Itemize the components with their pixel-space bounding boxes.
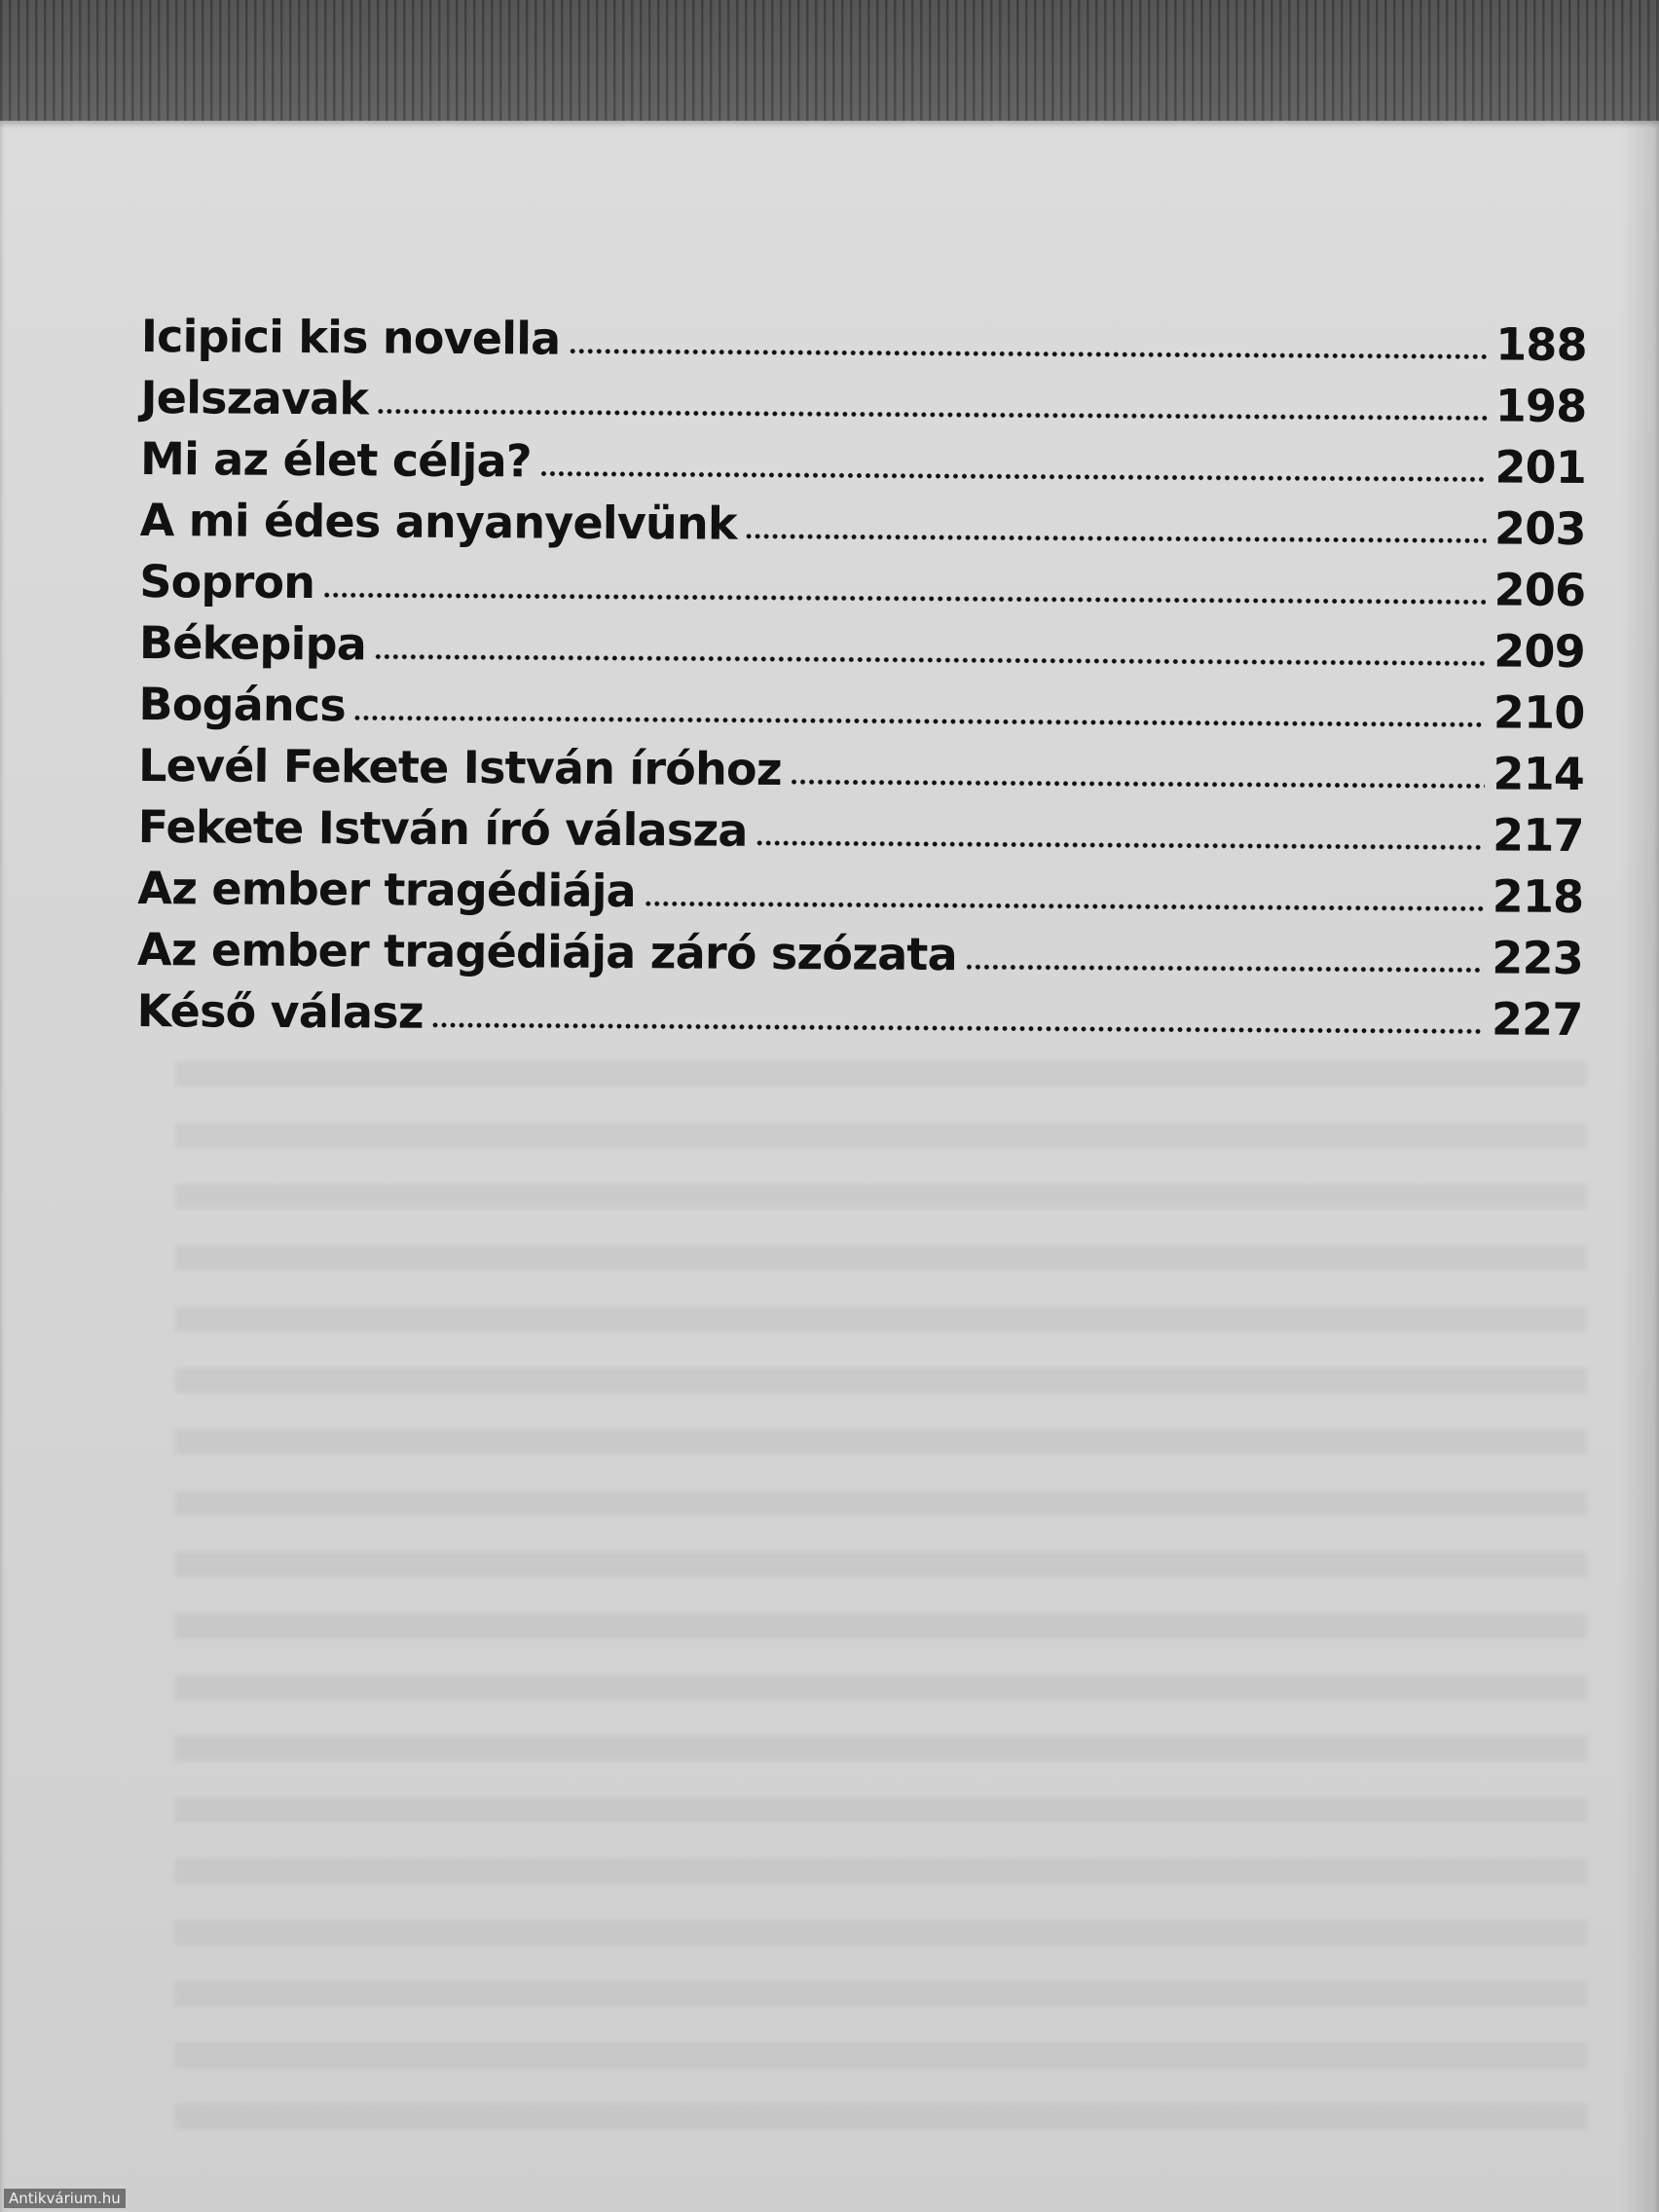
- toc-entry-title: Mi az élet célja?: [139, 431, 532, 488]
- dot-leader: [745, 534, 1487, 544]
- dot-leader: [790, 779, 1486, 789]
- dot-leader: [644, 901, 1485, 911]
- dot-leader: [965, 964, 1485, 973]
- toc-entry: [138, 678, 1584, 748]
- toc-entry: [139, 494, 1585, 564]
- toc-entry-page: 227: [1491, 992, 1583, 1047]
- toc-entry-page: 218: [1492, 869, 1584, 924]
- dot-leader: [568, 349, 1488, 360]
- toc-entry-page: 217: [1492, 808, 1584, 863]
- toc-entry-page: 214: [1493, 747, 1585, 801]
- dot-leader: [756, 840, 1486, 851]
- toc-entry-title: Bogáncs: [138, 677, 347, 732]
- dot-leader: [322, 592, 1486, 605]
- table-of-contents: [136, 310, 1587, 1054]
- toc-entry-title: Levél Fekete István íróhoz: [137, 738, 782, 796]
- toc-entry-page: 198: [1494, 379, 1587, 433]
- toc-entry: [140, 432, 1586, 502]
- toc-entry: [139, 616, 1585, 686]
- dot-leader: [539, 470, 1488, 482]
- dot-leader: [431, 1022, 1484, 1035]
- dot-leader: [353, 715, 1486, 727]
- toc-entry: [136, 984, 1582, 1054]
- toc-entry-title: A mi édes anyanyelvünk: [139, 493, 737, 550]
- toc-entry-page: 206: [1493, 563, 1586, 617]
- show-through-text: [175, 1061, 1587, 2161]
- background-surface: [0, 0, 1659, 136]
- toc-entry-title: Fekete István író válasza: [137, 799, 748, 857]
- toc-entry-page: 203: [1493, 501, 1586, 556]
- toc-entry-page: 188: [1495, 317, 1587, 372]
- toc-entry-title: Sopron: [139, 554, 315, 609]
- toc-entry: [137, 923, 1583, 993]
- toc-entry-title: Az ember tragédiája: [137, 861, 637, 918]
- toc-entry-title: Késő válasz: [136, 983, 424, 1039]
- toc-entry-page: 223: [1492, 931, 1584, 985]
- toc-entry-page: 210: [1493, 685, 1585, 740]
- dot-leader: [376, 408, 1488, 421]
- toc-entry-page: 201: [1494, 440, 1587, 495]
- page-edge-shadow: [1620, 121, 1659, 2212]
- toc-entry-title: Az ember tragédiája záró szózata: [136, 922, 958, 981]
- watermark-label: Antikvárium.hu: [4, 2189, 126, 2208]
- toc-entry-title: Jelszavak: [140, 370, 369, 425]
- toc-entry-page: 209: [1493, 624, 1586, 679]
- toc-entry: [138, 739, 1584, 809]
- dot-leader: [374, 653, 1486, 666]
- toc-entry: [137, 862, 1583, 932]
- toc-entry: [141, 310, 1587, 380]
- toc-entry-title: Icipici kis novella: [140, 310, 561, 365]
- toc-entry: [139, 555, 1585, 625]
- toc-entry: [140, 371, 1586, 441]
- toc-entry: [138, 800, 1584, 870]
- toc-entry-title: Békepipa: [138, 615, 367, 671]
